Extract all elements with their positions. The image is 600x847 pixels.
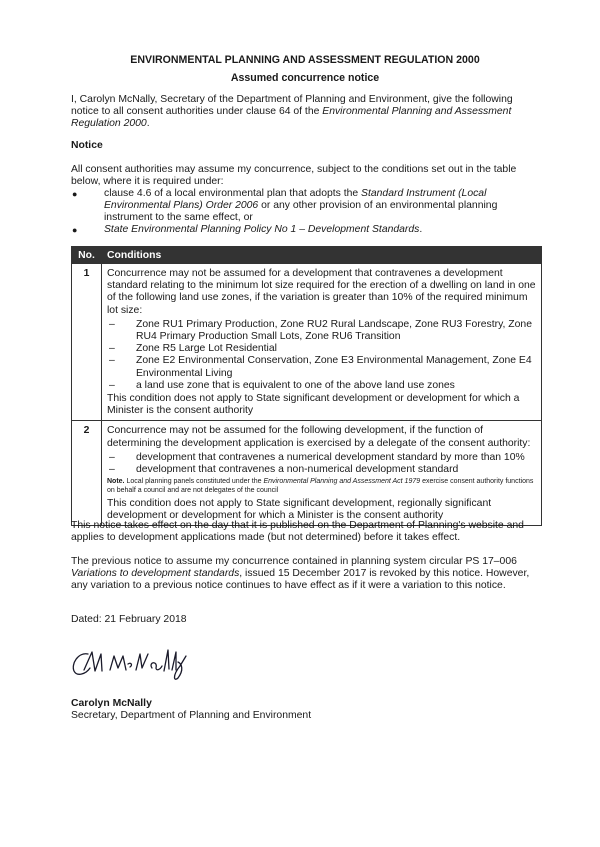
condition-text: Concurrence may not be assumed for a development that contravenes a development standard relating to the minimum lot size required for the erection of a dwelling on land in one of the following land use zones, if the variation is greater than 10% of the required minimum lot size:	[107, 268, 536, 316]
effect-paragraph: This notice takes effect on the day that it is published on the Department of Planning's website and applies to development applications made (but not determined) before it takes effect.	[71, 520, 524, 544]
header-conditions: Conditions	[102, 247, 542, 264]
dated-line: Dated: 21 February 2018	[71, 614, 187, 625]
row-conditions	[102, 421, 542, 526]
table-header-row	[72, 247, 542, 264]
consent-paragraph: All consent authorities may assume my concurrence, subject to the conditions set out in the table below, where it is required under:	[71, 164, 517, 188]
list-item: – development that contravenes a non-numerical development standard	[109, 464, 459, 476]
intro-paragraph: I, Carolyn McNally, Secretary of the Department of Planning and Environment, give the following notice to all consent authorities under clause 64 of the Environmental Planning and Assessment Regulation 2000.	[71, 94, 513, 130]
list-item: – a land use zone that is equivalent to one of the above land use zones	[109, 379, 455, 391]
notice-heading: Notice	[71, 140, 103, 151]
signature	[68, 644, 198, 682]
table-row	[72, 421, 542, 526]
bullet-item-sepp-1: ● State Environmental Planning Policy No 1 – Development Standards.	[72, 224, 423, 235]
list-item: – Zone RU1 Primary Production, Zone RU2 Rural Landscape, Zone RU3 Forestry, Zone RU4 Primary Production Small Lots, Zone RU6 Transition	[109, 318, 532, 343]
list-item: – Zone E2 Environmental Conservation, Zone E3 Environmental Management, Zone E4 Environmental Living	[109, 355, 532, 379]
bullet-list-2	[71, 224, 541, 236]
signatory-title: Secretary, Department of Planning and Environment	[71, 710, 312, 721]
header-no: No.	[72, 247, 102, 264]
condition-footer: This condition does not apply to State significant development, regionally significant development or development for which a Minister is the consent authority	[107, 498, 492, 522]
condition-note: Note. Local planning panels constituted under the Environmental Planning and Assessment Act 1979 exercise consent authority functions on behalf a council and are not delegates of the council	[107, 478, 534, 494]
condition-footer: This condition does not apply to State significant development or development for which a Minister is the consent authority	[107, 393, 520, 417]
condition-text: Concurrence may not be assumed for the following development, if the function of determining the development application is exercised by a delegate of the consent authority:	[107, 425, 531, 449]
signatory-name: Carolyn McNally	[71, 698, 152, 709]
row-number: 1	[72, 264, 102, 421]
bullet-icon: ●	[72, 225, 78, 235]
row-conditions	[102, 264, 542, 421]
document-subtitle: Assumed concurrence notice	[230, 72, 380, 84]
development-list	[107, 452, 536, 476]
row-number: 2	[72, 421, 102, 526]
conditions-table	[71, 246, 542, 526]
table-row	[72, 264, 542, 421]
list-item: – development that contravenes a numerical development standard by more than 10%	[109, 451, 525, 463]
bullet-item-clause-4-6: ● clause 4.6 of a local environmental plan that adopts the Standard Instrument (Local Environmental Plans) Order 2006 or any other provision of an environmental planning instrument to the same effect, or	[72, 188, 498, 224]
list-item: – Zone R5 Large Lot Residential	[109, 343, 277, 355]
bullet-icon: ●	[72, 189, 78, 199]
document-title: ENVIRONMENTAL PLANNING AND ASSESSMENT REGULATION 2000	[130, 54, 480, 66]
zone-list	[107, 319, 536, 392]
bullet-list-1	[71, 188, 541, 225]
previous-notice-paragraph: The previous notice to assume my concurrence contained in planning system circular PS 17–006 Variations to development standards, issued 15 December 2017 is revoked by this notice. However, any variation to a previous notice continues to have effect as if it were a variation to this notice.	[71, 556, 530, 592]
